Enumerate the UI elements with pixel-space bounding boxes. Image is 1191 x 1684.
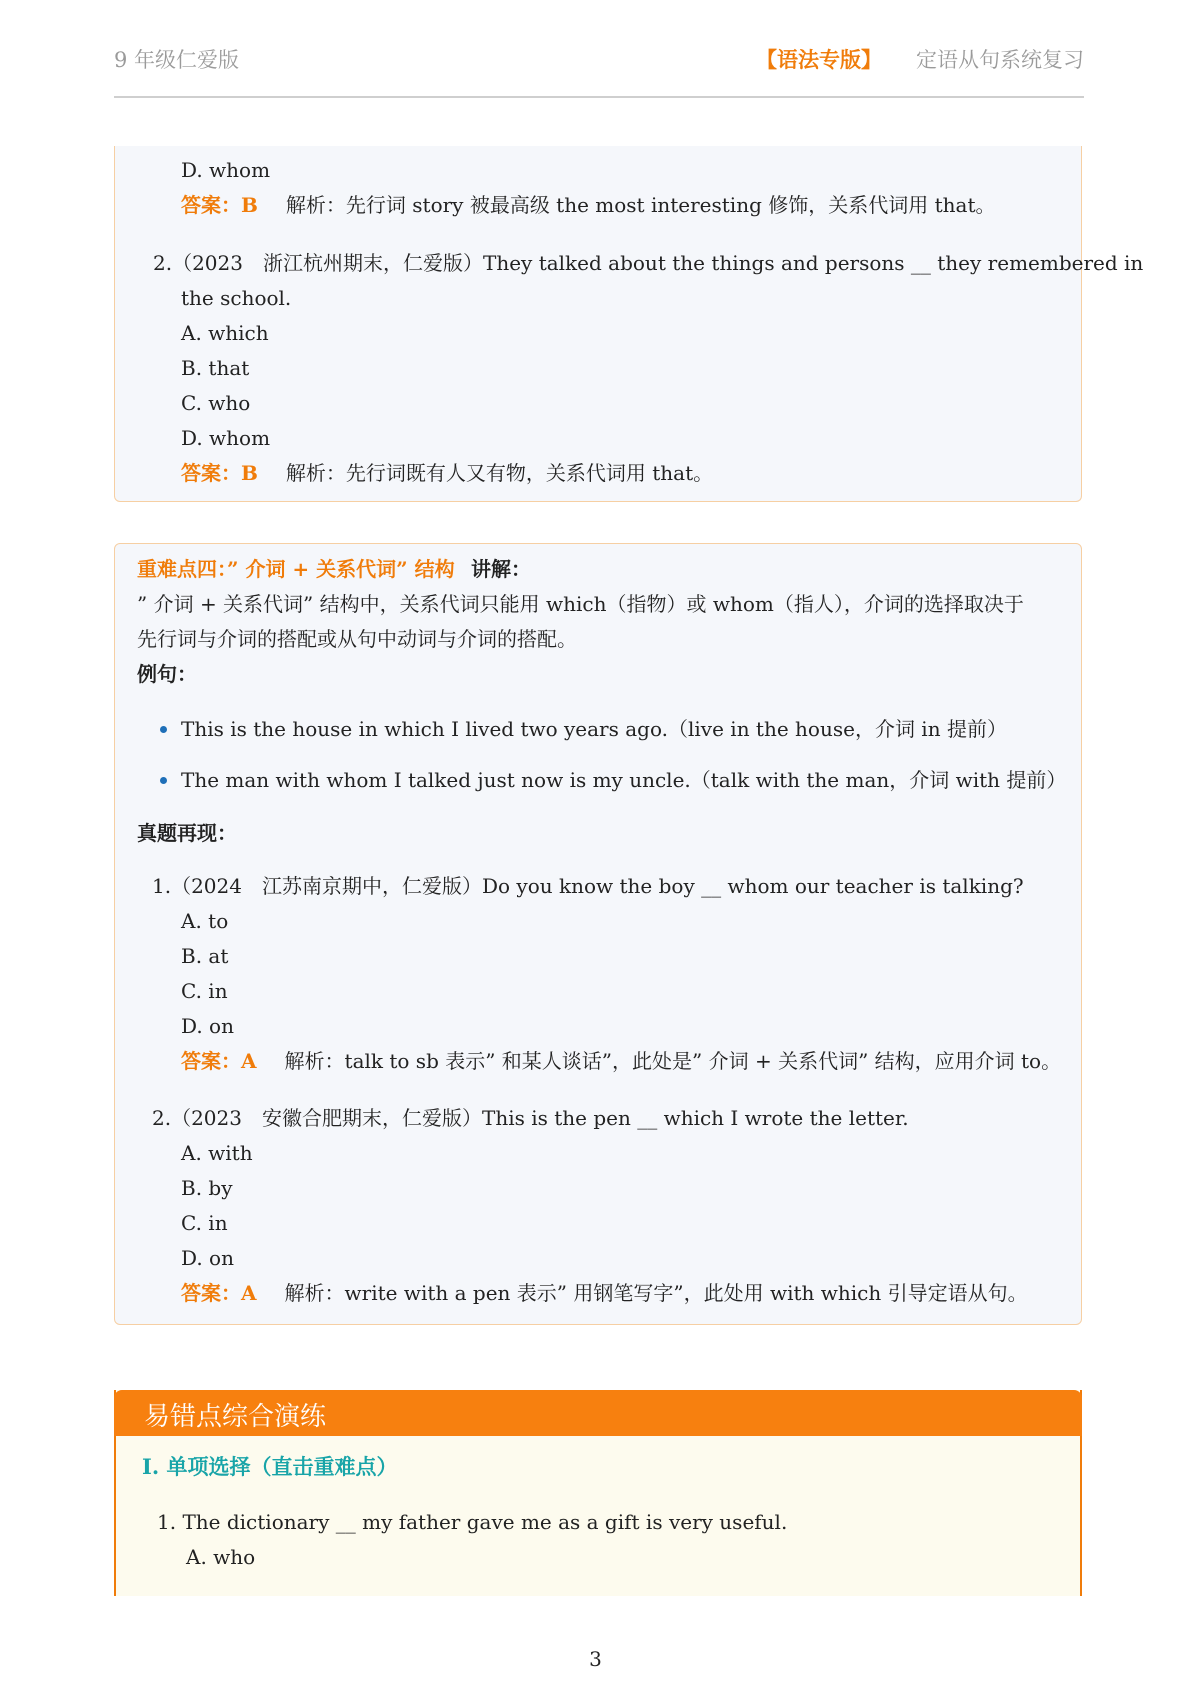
grade-label: 9 年级仁爱版 xyxy=(114,48,240,72)
example-sentence: The man with whom I talked just now is my uncle.（talk with the man，介词 with 提前） xyxy=(181,768,1067,792)
key-point-title: 重难点四：” 介词 + 关系代词” 结构 xyxy=(137,557,455,581)
header-right xyxy=(756,44,1084,74)
answer-label: 答案：A xyxy=(181,1049,257,1073)
question-stem: 2.（2023 浙江杭州期末，仁爱版）They talked about the things and persons __ they remembered in xyxy=(153,251,1144,275)
option-d: D. whom xyxy=(181,426,271,450)
real-questions-label: 真题再现： xyxy=(137,821,237,845)
option-a: A. with xyxy=(181,1141,253,1165)
page-header xyxy=(114,44,1084,98)
key-point-box xyxy=(114,543,1082,1325)
option-b: B. at xyxy=(181,944,229,968)
practice-panel-header xyxy=(114,1390,1082,1436)
explanation-text-cont: 先行词与介词的搭配或从句中动词与介词的搭配。 xyxy=(137,627,577,651)
key-point-explain-label: 讲解： xyxy=(470,557,531,581)
answer-label: 答案：A xyxy=(181,1281,257,1305)
page-number: 3 xyxy=(589,1647,602,1671)
question-stem-cont: the school. xyxy=(181,286,292,310)
practice-panel-title: 易错点综合演练 xyxy=(144,1402,327,1432)
option-d: D. whom xyxy=(181,158,271,182)
answer-line xyxy=(181,456,713,490)
explanation-text: ” 介词 + 关系代词” 结构中，关系代词只能用 which（指物）或 whom（指人），介词的选择取决于 xyxy=(137,592,1024,616)
option-d: D. on xyxy=(181,1014,234,1038)
question-stem: 2.（2023 安徽合肥期末，仁爱版）This is the pen __ which I wrote the letter. xyxy=(152,1106,909,1130)
grammar-tag: 【语法专版】 xyxy=(756,47,882,72)
question-stem: 1. The dictionary __ my father gave me as a gift is very useful. xyxy=(157,1510,788,1534)
option-b: B. by xyxy=(181,1176,233,1200)
option-b: B. that xyxy=(181,356,250,380)
option-c: C. who xyxy=(181,391,251,415)
option-c: C. in xyxy=(181,979,228,1003)
bullet-icon xyxy=(160,777,167,784)
answer-line xyxy=(181,188,995,222)
section-title: I. 单项选择（直击重难点） xyxy=(142,1454,398,1479)
answer-line xyxy=(181,1276,1028,1310)
analysis-text: 解析：talk to sb 表示” 和某人谈话”，此处是” 介词 + 关系代词” 结构，应用介词 to。 xyxy=(284,1049,1062,1073)
example-sentence: This is the house in which I lived two years ago.（live in the house，介词 in 提前） xyxy=(181,717,1007,741)
answer-label: 答案：B xyxy=(181,461,258,485)
analysis-text: 解析：先行词既有人又有物，关系代词用 that。 xyxy=(285,461,714,485)
option-d: D. on xyxy=(181,1246,234,1270)
example-label: 例句： xyxy=(137,662,197,686)
option-a: A. to xyxy=(181,909,229,933)
analysis-text: 解析：write with a pen 表示” 用钢笔写字”，此处用 with which 引导定语从句。 xyxy=(284,1281,1028,1305)
key-point-heading xyxy=(137,552,531,586)
option-a: A. who xyxy=(186,1545,256,1569)
bullet-icon xyxy=(160,726,167,733)
answer-line xyxy=(181,1044,1061,1078)
answer-label: 答案：B xyxy=(181,193,258,217)
doc-title: 定语从句系统复习 xyxy=(916,48,1084,72)
analysis-text: 解析：先行词 story 被最高级 the most interesting 修饰，关系代词用 that。 xyxy=(285,193,996,217)
option-a: A. which xyxy=(181,321,269,345)
option-c: C. in xyxy=(181,1211,228,1235)
question-stem: 1.（2024 江苏南京期中，仁爱版）Do you know the boy __ whom our teacher is talking? xyxy=(152,874,1024,898)
